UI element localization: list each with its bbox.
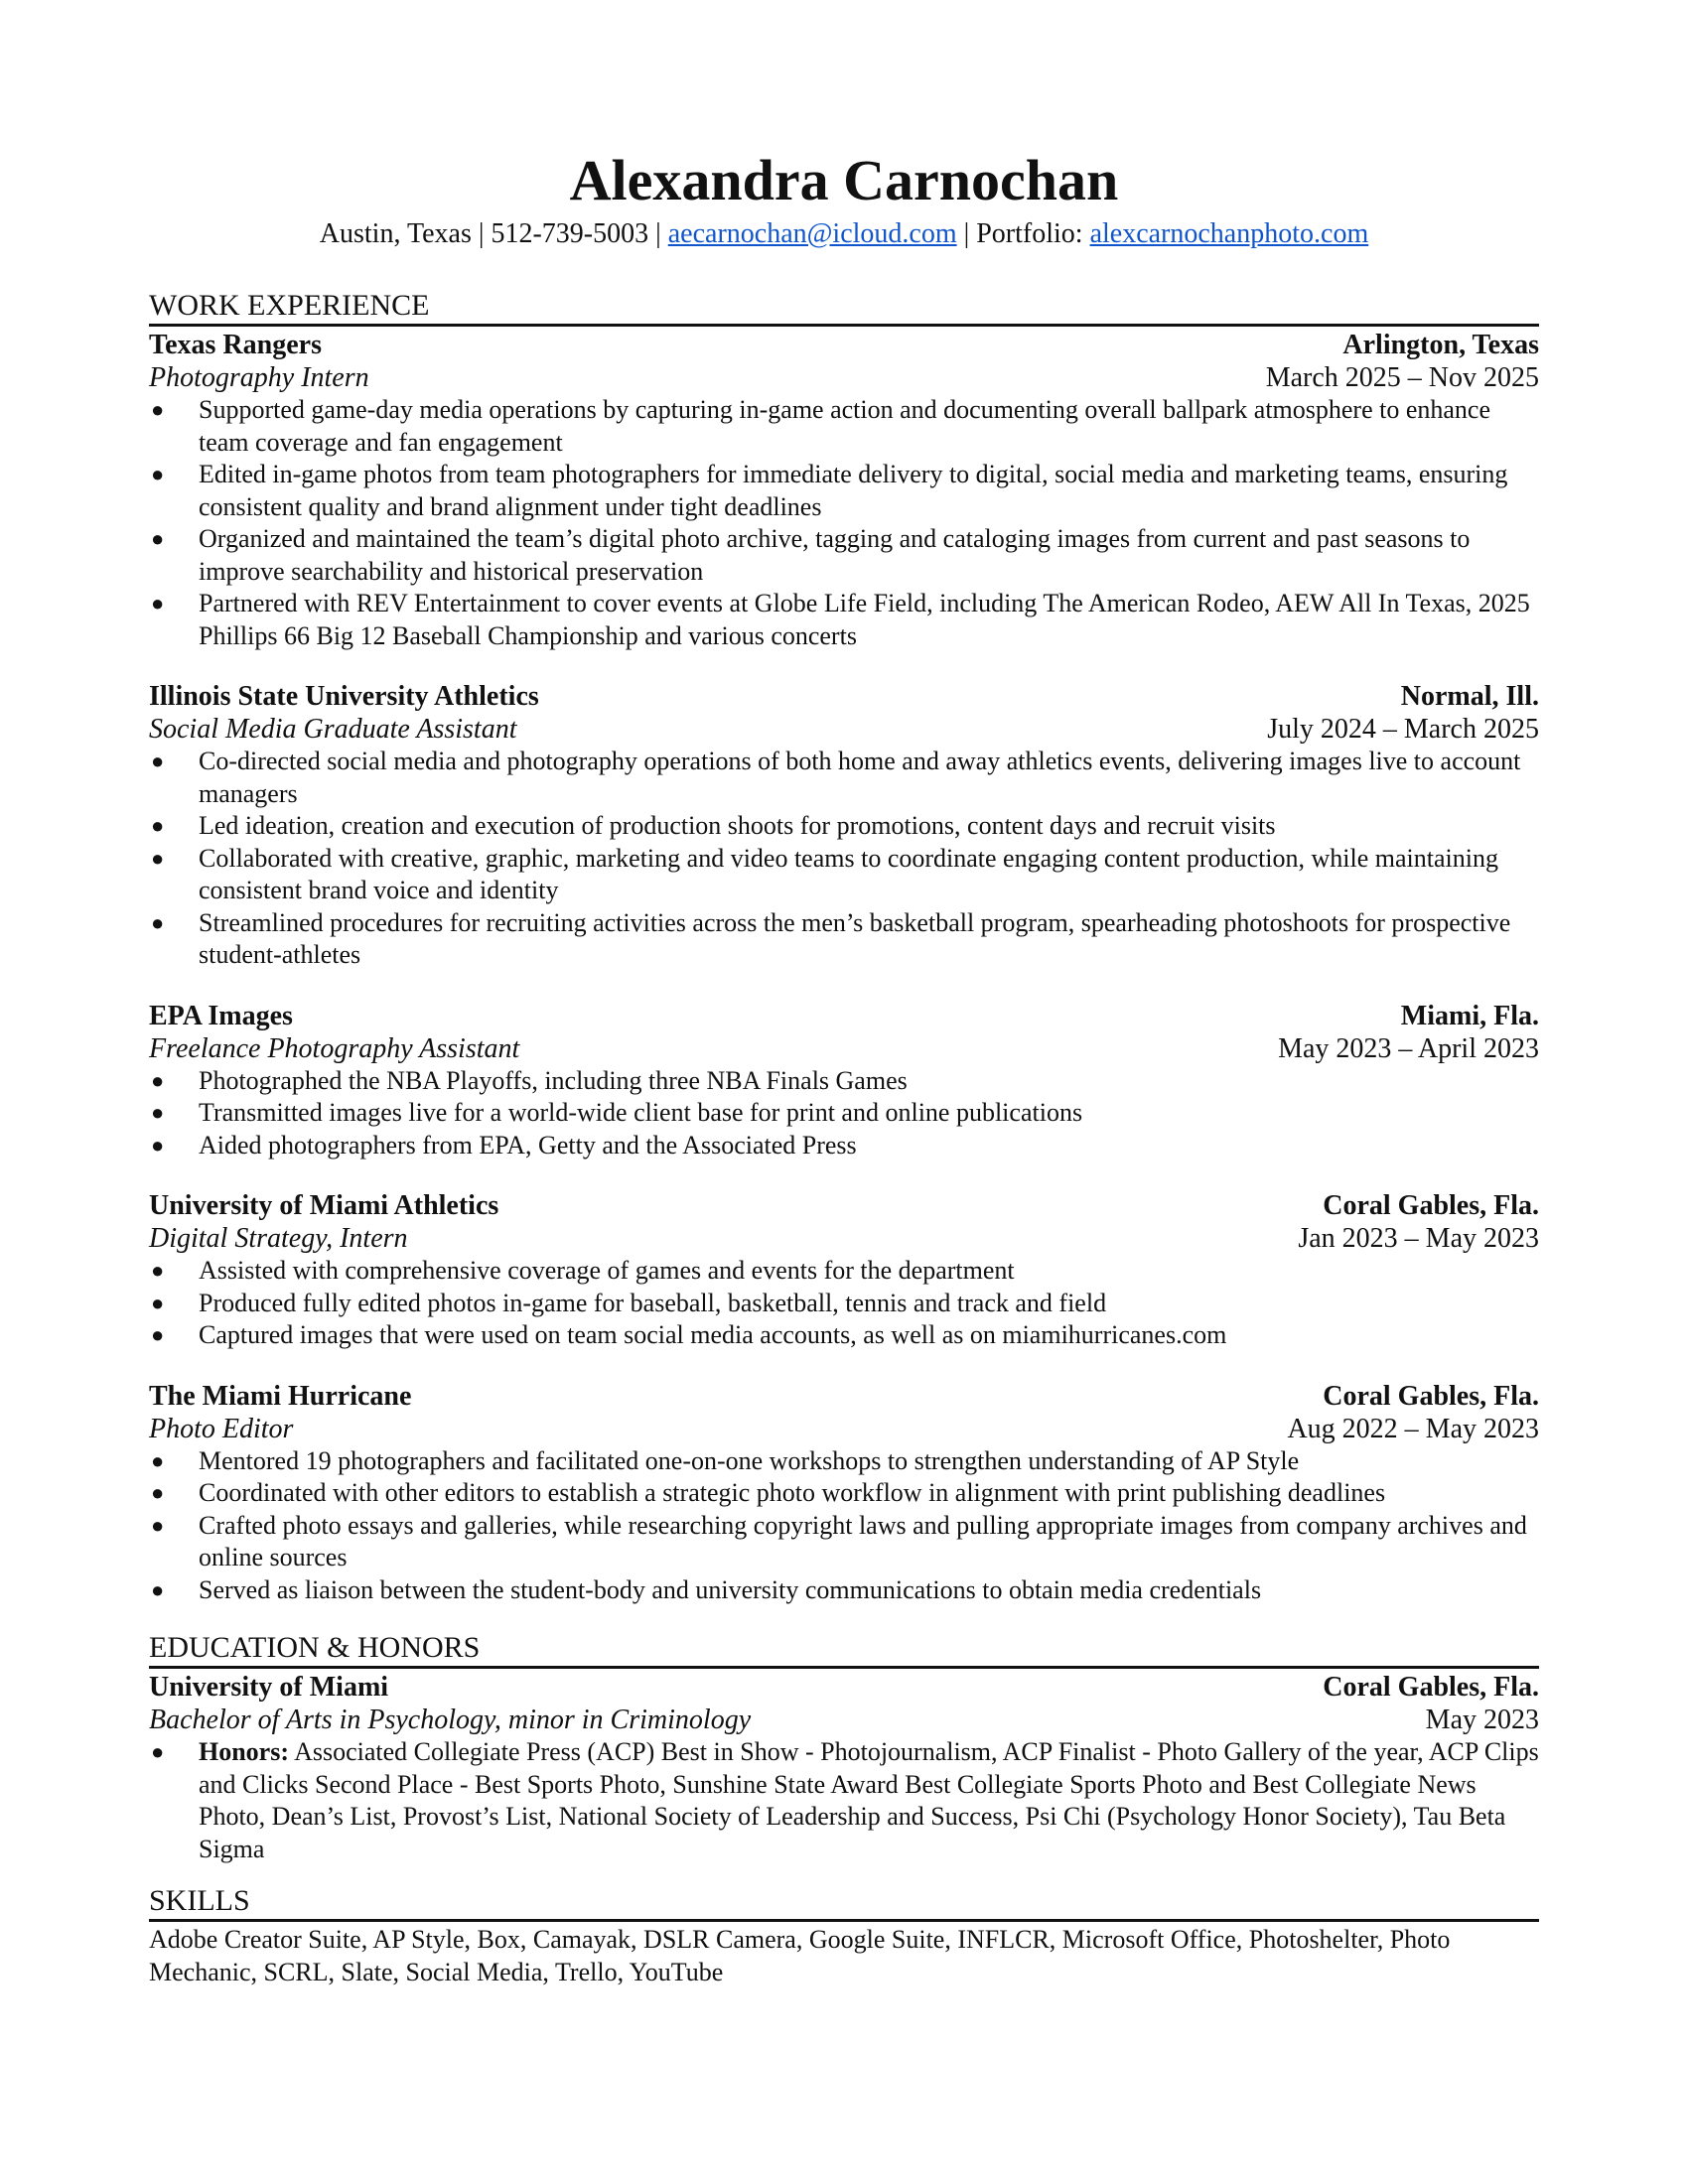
skills-section	[149, 1883, 1539, 1988]
job-bullets	[149, 1255, 1539, 1352]
organization-name: Illinois State University Athletics	[149, 681, 539, 712]
job-header-row	[149, 1189, 1539, 1222]
job-location: Normal, Ill.	[1400, 681, 1539, 712]
organization-name: The Miami Hurricane	[149, 1380, 412, 1412]
bullet-text: Supported game-day media operations by capturing in-game action and documenting overall ballpark atmosphere to enhance team coverage and fan engagement	[199, 395, 1491, 457]
contact-location: Austin, Texas	[319, 218, 472, 249]
job-role: Digital Strategy, Intern	[149, 1223, 408, 1254]
job-entry	[149, 680, 1539, 972]
job-bullets	[149, 1065, 1539, 1162]
portfolio-label: Portfolio:	[976, 218, 1090, 249]
school-location: Coral Gables, Fla.	[1323, 1672, 1539, 1703]
bullet-icon: ●	[151, 1100, 165, 1125]
education-entry	[149, 1671, 1539, 1865]
bullet-text: Led ideation, creation and execution of production shoots for promotions, content days and recruit visits	[199, 811, 1276, 840]
job-role: Social Media Graduate Assistant	[149, 714, 517, 745]
job-role: Freelance Photography Assistant	[149, 1032, 520, 1064]
job-dates: July 2024 – March 2025	[1267, 714, 1539, 745]
candidate-name: Alexandra Carnochan	[569, 148, 1119, 212]
job-header-row	[149, 680, 1539, 713]
job-role-row	[149, 1222, 1539, 1255]
list-item	[149, 1097, 1539, 1130]
job-location: Coral Gables, Fla.	[1323, 1380, 1539, 1412]
list-item	[149, 810, 1539, 843]
bullet-icon: ●	[151, 1258, 165, 1283]
bullet-text: Aided photographers from EPA, Getty and the Associated Press	[199, 1130, 857, 1160]
job-bullets	[149, 394, 1539, 652]
jobs-list	[149, 329, 1539, 1606]
honors-text: Associated Collegiate Press (ACP) Best in Show - Photojournalism, ACP Finalist - Photo Gallery of the year, ACP Clips and Clicks Second Place - Best Sports Photo, Sunshine State Award Best Collegiate Sports Photo and Best Collegiate News Photo, Dean’s List, Provost’s List, National Society of Leadership and Success, Psi Chi (Psychology Honor Society), Tau Beta Sigma	[199, 1737, 1539, 1863]
job-dates: March 2025 – Nov 2025	[1265, 362, 1539, 393]
bullet-icon: ●	[151, 845, 165, 871]
bullet-text: Collaborated with creative, graphic, marketing and video teams to coordinate engaging content production, while maintaining consistent brand voice and identity	[199, 843, 1498, 904]
organization-name: University of Miami Athletics	[149, 1190, 499, 1221]
list-item	[149, 907, 1539, 972]
list-item	[149, 1288, 1539, 1320]
bullet-text: Photographed the NBA Playoffs, including three NBA Finals Games	[199, 1065, 908, 1095]
bullet-icon: ●	[151, 1322, 165, 1347]
list-item	[149, 1319, 1539, 1352]
job-dates: Aug 2022 – May 2023	[1287, 1413, 1539, 1444]
list-item	[149, 1477, 1539, 1510]
bullet-icon: ●	[151, 1067, 165, 1093]
bullet-text: Transmitted images live for a world-wide client base for print and online publications	[199, 1098, 1083, 1127]
list-item	[149, 394, 1539, 459]
bullet-icon: ●	[151, 397, 165, 422]
bullet-text: Streamlined procedures for recruiting activities across the men’s basketball program, spearheading photoshoots for prospective student-athletes	[199, 907, 1511, 969]
list-item	[149, 1065, 1539, 1098]
bullet-text: Coordinated with other editors to establish a strategic photo workflow in alignment with print publishing deadlines	[199, 1478, 1386, 1507]
section-title: WORK EXPERIENCE	[149, 288, 1539, 327]
bullet-icon: ●	[151, 1480, 165, 1505]
bullet-icon: ●	[151, 909, 165, 935]
bullet-text: Partnered with REV Entertainment to cover events at Globe Life Field, including The American Rodeo, AEW All In Texas, 2025 Phillips 66 Big 12 Baseball Championship and various concerts	[199, 589, 1530, 650]
bullet-text: Co-directed social media and photography operations of both home and away athletics events, delivering images live to account managers	[199, 747, 1521, 808]
bullet-icon: ●	[151, 813, 165, 838]
job-header-row	[149, 329, 1539, 361]
skills-text: Adobe Creator Suite, AP Style, Box, Camayak, DSLR Camera, Google Suite, INFLCR, Microsoft Office, Photoshelter, Photo Mechanic, SCRL, Slate, Social Media, Trello, YouTube	[149, 1925, 1451, 1986]
section-title: SKILLS	[149, 1883, 1539, 1922]
bullet-text: Organized and maintained the team’s digital photo archive, tagging and cataloging images from current and past seasons to improve searchability and historical preservation	[199, 524, 1471, 586]
job-entry	[149, 1000, 1539, 1162]
job-header-row	[149, 1000, 1539, 1032]
list-item	[149, 588, 1539, 652]
bullet-icon: ●	[151, 1739, 165, 1764]
list-item	[149, 1445, 1539, 1478]
contact-separator: |	[471, 218, 492, 249]
contact-line	[149, 216, 1539, 252]
bullet-icon: ●	[151, 462, 165, 486]
job-entry	[149, 1189, 1539, 1352]
job-role: Photography Intern	[149, 362, 369, 393]
portfolio-link[interactable]: alexcarnochanphoto.com	[1089, 218, 1369, 249]
bullet-text: Produced fully edited photos in-game for baseball, basketball, tennis and track and field	[199, 1288, 1107, 1317]
job-role-row	[149, 1413, 1539, 1445]
job-location: Coral Gables, Fla.	[1323, 1190, 1539, 1221]
bullet-icon: ●	[151, 1447, 165, 1473]
degree: Bachelor of Arts in Psychology, minor in Criminology	[149, 1705, 752, 1735]
school-name: University of Miami	[149, 1672, 389, 1703]
email-link[interactable]: aecarnochan@icloud.com	[667, 218, 957, 249]
education-degree-row	[149, 1704, 1539, 1736]
contact-separator: |	[956, 218, 977, 249]
job-dates: Jan 2023 – May 2023	[1298, 1223, 1539, 1254]
job-role-row	[149, 713, 1539, 746]
list-item	[149, 1574, 1539, 1607]
graduation-date: May 2023	[1425, 1705, 1539, 1735]
education-header-row	[149, 1671, 1539, 1704]
bullet-text: Crafted photo essays and galleries, while researching copyright laws and pulling appropriate images from company archives and online sources	[199, 1510, 1527, 1571]
job-role-row	[149, 1032, 1539, 1065]
job-entry	[149, 329, 1539, 652]
job-entry	[149, 1380, 1539, 1607]
bullet-text: Edited in-game photos from team photographers for immediate delivery to digital, social media and marketing teams, ensuring consistent quality and brand alignment under tight deadlines	[199, 460, 1508, 521]
bullet-icon: ●	[151, 749, 165, 773]
contact-separator: |	[648, 218, 668, 249]
bullet-text: Assisted with comprehensive coverage of games and events for the department	[199, 1256, 1015, 1285]
organization-name: EPA Images	[149, 1000, 293, 1031]
section-title: EDUCATION & HONORS	[149, 1630, 1539, 1669]
job-bullets	[149, 1445, 1539, 1607]
bullet-icon: ●	[151, 1512, 165, 1538]
job-role: Photo Editor	[149, 1413, 294, 1444]
bullet-icon: ●	[151, 591, 165, 615]
list-item	[149, 523, 1539, 588]
organization-name: Texas Rangers	[149, 330, 322, 360]
education-section	[149, 1630, 1539, 1865]
list-item	[149, 1255, 1539, 1288]
job-dates: May 2023 – April 2023	[1278, 1032, 1539, 1064]
bullet-icon: ●	[151, 1290, 165, 1315]
job-role-row	[149, 361, 1539, 394]
list-item	[149, 1736, 1539, 1865]
job-location: Miami, Fla.	[1400, 1000, 1539, 1031]
job-bullets	[149, 746, 1539, 972]
bullet-text: Captured images that were used on team social media accounts, as well as on miamihurricanes.com	[199, 1320, 1227, 1349]
contact-phone: 512-739-5003	[491, 218, 649, 249]
bullet-icon: ●	[151, 1132, 165, 1158]
list-item	[149, 1130, 1539, 1162]
job-location: Arlington, Texas	[1342, 330, 1539, 360]
work-experience-section	[149, 288, 1539, 1606]
list-item	[149, 1510, 1539, 1574]
resume-page	[149, 149, 1539, 1988]
bullet-text: Mentored 19 photographers and facilitated one-on-one workshops to strengthen understanding of AP Style	[199, 1445, 1300, 1475]
list-item	[149, 746, 1539, 810]
bullet-icon: ●	[151, 1576, 165, 1602]
honors-list	[149, 1736, 1539, 1865]
bullet-text: Served as liaison between the student-body and university communications to obtain media credentials	[199, 1574, 1262, 1604]
list-item	[149, 843, 1539, 907]
list-item	[149, 459, 1539, 523]
honors-label: Honors:	[199, 1737, 289, 1766]
bullet-icon: ●	[151, 526, 165, 551]
job-header-row	[149, 1380, 1539, 1413]
